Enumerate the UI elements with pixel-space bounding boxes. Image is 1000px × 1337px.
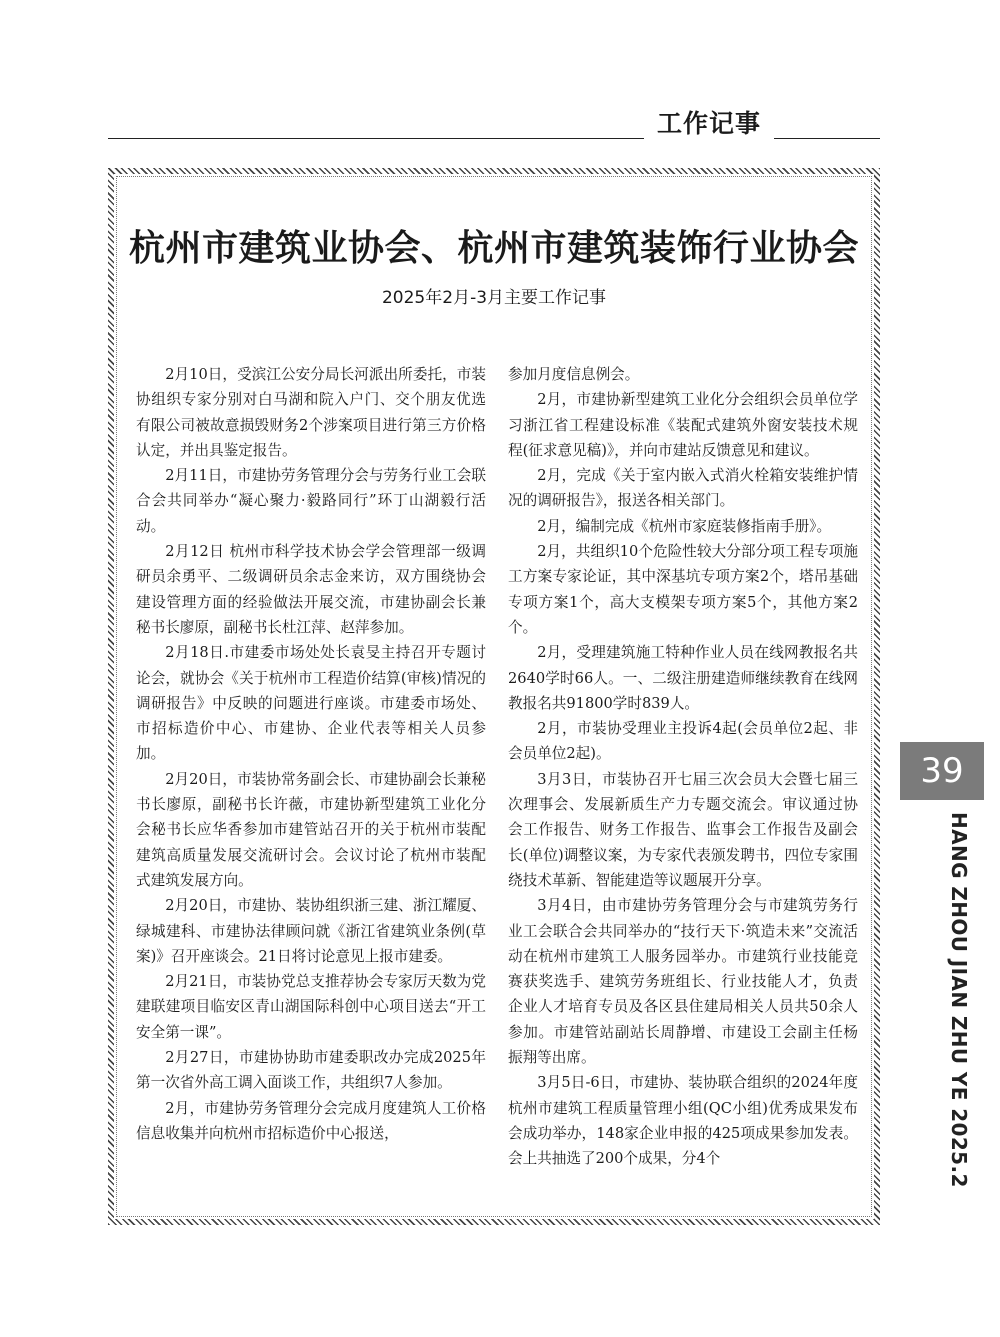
paragraph-continued: 参加月度信息例会。 (508, 366, 640, 383)
section-title: 工作记事 (656, 109, 761, 138)
header-rule-left (108, 138, 644, 139)
paragraph: 2月20日，市建协、装协组织浙三建、浙江耀厦、绿城建科、市建协法律顾问就《浙江省建筑业条例(草案)》召开座谈会。21日将讨论意见上报市建委。 (136, 897, 486, 965)
paragraph: 3月4日，由市建协劳务管理分会与市建筑劳务行业工会联合会共同举办的“技行天下·筑造未来”交流活动在杭州市建筑工人服务园举办。市建筑行业技能竞赛获奖选手、建筑劳务班组长、行业技能人才，负责企业人才培育专员及各区县住建局相关人员共50余人参加。市建管站副站长周静增、市建设工会副主任杨振翔等出席。 (508, 897, 858, 1067)
paragraph: 2月，市建协新型建筑工业化分会组织会员单位学习浙江省工程建设标准《装配式建筑外窗安装技术规程(征求意见稿)》，并向市建站反馈意见和建议。 (508, 391, 858, 459)
paragraph: 2月，受理建筑施工特种作业人员在线网教报名共2640学时66人。一、二级注册建造师继续教育在线网教报名共91800学时839人。 (508, 644, 858, 712)
paragraph: 2月20日，市装协常务副会长、市建协副会长兼秘书长廖原，副秘书长许薇，市建协新型建筑工业化分会秘书长应华香参加市建管站召开的关于杭州市装配建筑高质量发展交流研讨会。会议讨论了杭州市装配式建筑发展方向。 (136, 770, 486, 889)
paragraph: 3月5日-6日，市建协、装协联合组织的2024年度杭州市建筑工程质量管理小组(QC小组)优秀成果发布会成功举办，148家企业申报的425项成果参加发表。会上共抽选了200个成果，分4个 (508, 1074, 858, 1168)
paragraph: 2月，市建协劳务管理分会完成月度建筑人工价格信息收集并向杭州市招标造价中心报送， (136, 1099, 486, 1142)
paragraph: 2月27日，市建协协助市建委职改办完成2025年第一次省外高工调入面谈工作，共组织7人参加。 (136, 1049, 486, 1092)
paragraph: 2月，编制完成《杭州市家庭装修指南手册》。 (537, 517, 832, 535)
paragraph: 2月21日，市装协党总支推荐协会专家厉天数为党建联建项目临安区青山湖国际科创中心项目送去“开工安全第一课”。 (136, 973, 486, 1041)
article-title: 杭州市建筑业协会、杭州市建筑装饰行业协会 (128, 227, 859, 269)
header-rule-right (774, 138, 880, 139)
page-number: 39 (900, 742, 984, 800)
paragraph: 2月12日 杭州市科学技术协会学会管理部一级调研员余勇平、二级调研员余志金来访，双方围绕协会建设管理方面的经验做法开展交流，市建协副会长兼秘书长廖原，副秘书长杜江萍、赵萍参加。 (136, 543, 486, 636)
paragraph: 2月，市装协受理业主投诉4起(会员单位2起、非会员单位2起)。 (508, 720, 858, 763)
journal-name-vertical: HANG ZHOU JIAN ZHU YE 2025.2 (947, 812, 971, 1188)
paragraph: 3月3日，市装协召开七届三次会员大会暨七届三次理事会、发展新质生产力专题交流会。审议通过协会工作报告、财务工作报告、监事会工作报告及副会长(单位)调整议案，为专家代表颁发聘书，四位专家围绕技术革新、智能建造等议题展开分享。 (508, 770, 858, 889)
paragraph: 2月10日，受滨江公安分局长河派出所委托，市装协组织专家分别对白马湖和院入户门、交个朋友优选有限公司被故意损毁财务2个涉案项目进行第三方价格认定，并出具鉴定报告。 (136, 366, 486, 459)
paragraph: 2月11日，市建协劳务管理分会与劳务行业工会联合会共同举办“凝心聚力·毅路同行”环丁山湖毅行活动。 (136, 467, 486, 535)
left-column (136, 362, 486, 1204)
paragraph: 2月，共组织10个危险性较大分部分项工程专项施工方案专家论证，其中深基坑专项方案2个，塔吊基础专项方案1个，高大支模架专项方案5个，其他方案2个。 (508, 543, 858, 636)
paragraph: 2月，完成《关于室内嵌入式消火栓箱安装维护情况的调研报告》，报送各相关部门。 (508, 467, 858, 510)
right-column (508, 362, 858, 1204)
paragraph: 2月18日.市建委市场处处长袁旻主持召开专题讨论会，就协会《关于杭州市工程造价结算(审核)情况的调研报告》中反映的问题进行座谈。市建委市场处、市招标造价中心、市建协、企业代表等相关人员参加。 (136, 644, 486, 763)
article-subtitle: 2025年2月-3月主要工作记事 (381, 288, 607, 308)
